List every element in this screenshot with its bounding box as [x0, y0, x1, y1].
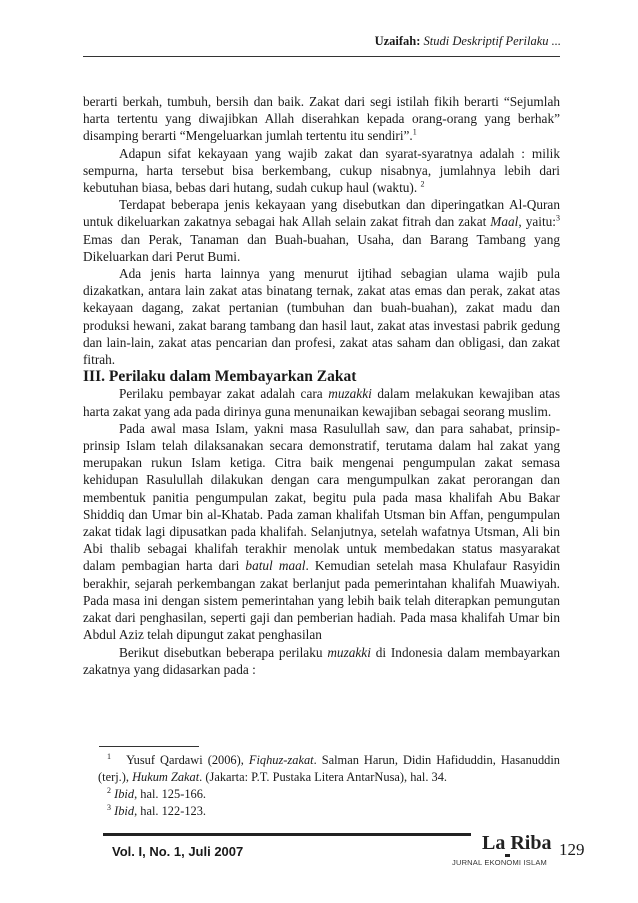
paragraph-3: Terdapat beberapa jenis kekayaan yang disebutkan dan diperingatkan Al-Quran untuk dikeluarkan zakatnya sebagai hak Allah selain zakat fitrah dan zakat Maal, yaitu:$^3$ Emas dan Perak, Tanaman dan Buah-buahan, Usaha, dan Barang Tambang yang Dikeluarkan dari Perut Bumi.: [83, 197, 560, 264]
journal-volume: Vol. I, No. 1, Juli 2007: [112, 844, 244, 859]
footnote-3: $^3$ Ibid, hal. 122-123.: [107, 802, 207, 818]
header-author: Uzaifah:: [374, 34, 421, 48]
body-text: [83, 93, 560, 678]
section-paragraph-1: Perilaku pembayar zakat adalah cara muzakki dalam melakukan kewajiban atas harta zakat yang ada pada dirinya guna menunaikan kewajiban sebagai seorang muslim.: [83, 386, 561, 419]
footnote-ref-1: 1: [412, 127, 417, 137]
footnotes: [83, 752, 560, 820]
footnote-2: $^2$ Ibid, hal. 125-166.: [107, 785, 207, 801]
footnote-ref-3: 3: [555, 214, 560, 223]
journal-logo: [482, 832, 552, 858]
logo-subtitle: JURNAL EKONOMI ISLAM: [452, 858, 547, 867]
logo-word-la: La: [482, 832, 506, 854]
footnote-rule: [99, 746, 199, 747]
section-paragraph-2: Pada awal masa Islam, yakni masa Rasulullah saw, dan para sahabat, prinsip-prinsip Islam telah dilaksanakan secara demonstratif, terutama dalam hal zakat yang merupakan rukun Islam ketiga. Citra baik mengenai pengumpulan zakat semasa kehidupan Rasulullah dilakukan dengan cara mengumpulkan zakat perorangan dan membentuk panitia pengumpulan zakat, begitu pula pada masa khalifah Abu Bakar Shiddiq dan Umar bin al-Khatab. Pada zaman khalifah Utsman bin Affan, pengumpulan zakat tidak lagi dipusatkan pada khalifah. Selanjutnya, setelah wafatnya Utsman, Ali bin Abi thalib sebagai khalifah terakhir menolak untuk membedakan status masyarakat dalam pembagian harta dari batul maal. Kemudian setelah masa Khulafaur Rasyidin berakhir, sejarah perkembangan zakat berlanjut pada pemerintahan khalifah Muawiyah. Pada masa ini dengan sistem pemerintahan yang lebih baik telah diterapkan pemungutan zakat dari penghasilan, seperti gaji dan pemberian hadiah. Pada masa khalifah Umar bin Abdul Aziz telah dipungut zakat penghasilan: [83, 420, 560, 643]
paragraph-1: berarti berkah, tumbuh, bersih dan baik. Zakat dari segi istilah fikih berarti “Sejumlah harta tertentu yang diwajibkan Allah diserahkan kepada orang-orang yang berhak” disamping berarti “Mengeluarkan jumlah tertentu itu sendiri”.$^1$: [83, 94, 560, 144]
paragraph-4: Ada jenis harta lainnya yang menurut ijtihad sebagian ulama wajib pula dizakatkan, antara lain zakat atas binatang ternak, zakat atas emas dan perak, zakat atas kekayaan dagang, zakat pertanian (tumbuhan dan buah-buahan), zakat madu dan produksi hewani, zakat barang tambang dan hasil laut, zakat atas investasi pabrik gedung dan lain-lain, zakat atas pencarian dan profesi, zakat atas saham dan obligasi, dan zakat fitrah.: [83, 266, 560, 368]
footnote-1: $^1$ Yusuf Qardawi (2006), Fiqhuz-zakat. Salman Harun, Didin Hafiduddin, Hasanuddin (terj.), Hukum Zakat. (Jakarta: P.T. Pustaka Litera AntarNusa), hal. 34.: [98, 751, 561, 784]
section-heading: III. Perilaku dalam Membayarkan Zakat: [83, 368, 357, 386]
section-paragraph-3: Berikut disebutkan beberapa perilaku muzakki di Indonesia dalam membayarkan zakatnya yang didasarkan pada :: [83, 644, 560, 677]
logo-word-riba: Riba: [510, 832, 552, 854]
running-header: [375, 34, 561, 49]
page-number: 129: [559, 840, 585, 859]
header-rule: [83, 56, 560, 57]
header-title: Studi Deskriptif Perilaku ...: [423, 34, 561, 48]
footnote-ref-2: 2: [420, 179, 425, 189]
paragraph-2: Adapun sifat kekayaan yang wajib zakat dan syarat-syaratnya adalah : milik sempurna, harta tersebut bisa berkembang, cukup nisabnya, jumlahnya lebih dari kebutuhan biasa, bebas dari hutang, sudah cukup haul (waktu). $^2$: [83, 145, 560, 196]
footer-rule: [103, 833, 471, 836]
